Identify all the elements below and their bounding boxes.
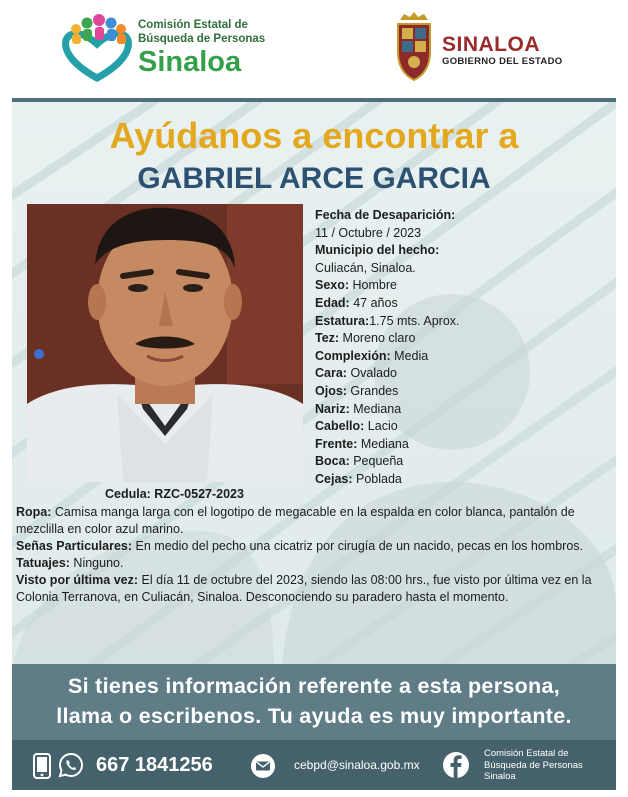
whatsapp-icon [58,752,84,778]
desc-value: Ninguno. [69,556,124,570]
desc-ropa [16,504,612,538]
cebp-line2: Búsqueda de Personas [138,33,266,45]
footer-org-line1: Comisión Estatal de [484,748,569,759]
contact-email[interactable]: cebpd@sinaloa.gob.mx [294,758,420,772]
fact-value: Ovalado [346,366,397,381]
cebp-line3: Sinaloa [138,46,242,78]
desc-value: Camisa manga larga con el logotipo de megacable en la espalda en color blanca, pantalón de mezclilla en color azul marino. [16,505,575,536]
footer [12,740,616,790]
header [0,0,628,98]
fact-sexo [315,277,615,295]
fact-value: 1.75 mts. Aprox. [369,313,460,328]
gov-line1: SINALOA [442,33,540,56]
facebook-icon [442,751,470,779]
fact-value: Poblada [352,471,402,486]
fact-frente [315,436,615,454]
desc-label: Tatuajes: [16,556,70,570]
cta-line1: Si tienes información referente a esta persona, [67,674,561,698]
mail-icon [250,753,276,779]
call-to-action [12,664,616,740]
poster-panel [12,98,616,664]
desc-label: Ropa: [16,505,52,519]
fact-fecha-value [315,225,615,243]
fact-label: Cara: [315,366,347,381]
fact-value: Media [390,348,429,363]
person-name: GABRIEL ARCE GARCIA [137,162,491,195]
desc-label: Señas Particulares: [16,539,133,553]
fact-nariz [315,401,615,419]
desc-tatuajes [16,555,612,572]
fact-label: Frente: [315,436,358,451]
fact-label: Estatura: [315,313,370,328]
fact-fecha-label [315,207,615,225]
cta-line2: llama o escribenos. Tu ayuda es muy importante. [56,704,572,728]
footer-org-line2: Búsqueda de Personas [484,759,583,771]
description-block [16,504,612,606]
fact-value: Culiacán, Sinaloa. [315,260,416,275]
desc-value: El día 11 de octubre del 2023, siendo las 08:00 hrs., fue visto por última vez en la Colonia Terranova, en Culiacán, Sinaloa. Desconociendo su paradero hasta el momento. [16,573,592,604]
fact-value: Moreno claro [339,331,416,346]
fact-value: Lacio [364,419,398,434]
fact-edad [315,295,615,313]
fact-complexion [315,348,615,366]
fact-value: Grandes [346,383,399,398]
gov-wordmark [442,34,562,68]
fact-label: Edad: [315,295,350,310]
fact-label: Nariz: [315,401,350,416]
fact-value: Pequeña [349,454,404,469]
fact-label: Municipio del hecho: [315,243,440,258]
fact-boca [315,453,615,471]
fact-estatura [315,313,615,331]
fact-label: Cejas: [315,471,353,486]
state-shield-icon [394,12,434,82]
fact-value: 47 años [349,295,398,310]
fact-cejas [315,471,615,489]
fact-value: Mediana [357,436,409,451]
person-facts [315,207,615,489]
fact-label: Complexión: [315,348,391,363]
cebp-line1: Comisión Estatal de [138,19,248,31]
fact-label: Sexo: [315,278,350,293]
fact-tez [315,330,615,348]
fact-cara [315,365,615,383]
cedula-id: Cedula: RZC-0527-2023 [105,487,244,501]
gov-line2: GOBIERNO DEL ESTADO [442,56,563,67]
mobile-phone-icon [32,753,52,779]
contact-phone[interactable]: 667 1841256 [96,754,213,776]
fact-label: Tez: [315,331,340,346]
fact-cabello [315,418,615,436]
fact-label: Fecha de Desaparición: [315,208,456,222]
fact-value: 11 / Octubre / 2023 [315,225,422,240]
fact-label: Ojos: [315,383,347,398]
fact-municipio-label [315,242,615,260]
cebp-logo-icon [62,12,132,84]
desc-senas [16,538,612,555]
desc-value: En medio del pecho una cicatriz por cirugía de un nacido, pecas en los hombros. [132,539,584,553]
footer-org-line3: Sinaloa [484,771,516,782]
fact-label: Cabello: [315,419,365,434]
headline: Ayúdanos a encontrar a [109,115,519,156]
fact-municipio-value [315,260,615,278]
footer-org [484,748,583,783]
desc-label: Visto por última vez: [16,573,139,587]
fact-ojos [315,383,615,401]
fact-value: Mediana [349,401,402,416]
desc-visto [16,572,612,606]
person-photo [27,204,303,482]
cebp-wordmark [138,18,265,78]
fact-label: Boca: [315,454,350,469]
fact-value: Hombre [349,278,397,293]
